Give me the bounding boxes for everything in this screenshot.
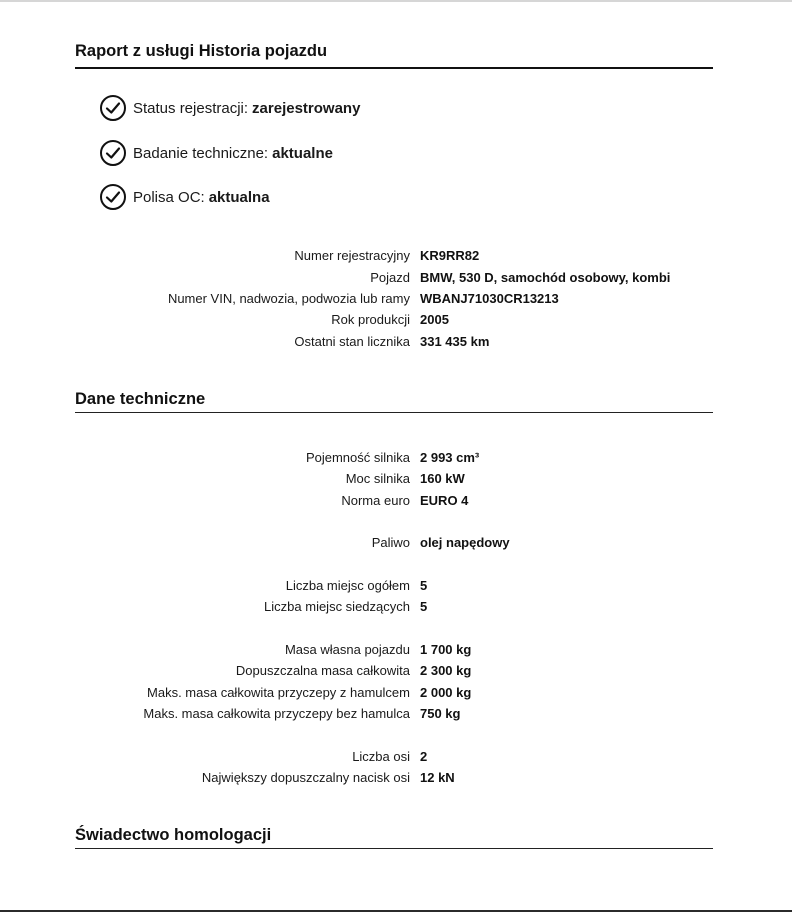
field-value: BMW, 530 D, samochód osobowy, kombi — [420, 270, 671, 285]
section-title-homologation: Świadectwo homologacji — [75, 826, 713, 849]
field-value: 5 — [420, 578, 428, 593]
field-label: Numer rejestracyjny — [294, 248, 410, 263]
field-label: Numer VIN, nadwozia, podwozia lub ramy — [167, 291, 410, 306]
field-label: Liczba osi — [352, 749, 410, 764]
field-label: Moc silnika — [345, 471, 410, 486]
tech-row — [0, 768, 792, 788]
tech-row — [0, 448, 792, 468]
field-label: Paliwo — [371, 535, 410, 550]
tech-row — [0, 533, 792, 553]
vehicle-row — [0, 310, 792, 330]
field-label: Liczba miejsc ogółem — [285, 578, 410, 593]
tech-row — [0, 640, 792, 660]
status-inspection — [99, 138, 333, 168]
field-label: Dopuszczalna masa całkowita — [235, 663, 410, 678]
field-label: Maks. masa całkowita przyczepy bez hamulca — [143, 706, 410, 721]
field-label: Największy dopuszczalny nacisk osi — [201, 770, 410, 785]
field-value: WBANJ71030CR13213 — [420, 291, 559, 306]
field-label: Ostatni stan licznika — [294, 334, 410, 349]
vehicle-row — [0, 246, 792, 266]
field-label: Pojemność silnika — [305, 450, 410, 465]
tech-row — [0, 491, 792, 511]
field-value: 2 000 kg — [420, 685, 472, 700]
tech-row — [0, 597, 792, 617]
status-registration — [99, 93, 360, 123]
vehicle-row — [0, 332, 792, 352]
report-title: Raport z usługi Historia pojazdu — [75, 42, 713, 69]
tech-row — [0, 469, 792, 489]
field-value: 1 700 kg — [420, 642, 472, 657]
field-value: 750 kg — [420, 706, 461, 721]
status-value: aktualne — [272, 144, 333, 162]
field-label: Masa własna pojazdu — [284, 642, 410, 657]
tech-row — [0, 661, 792, 681]
field-label: Liczba miejsc siedzących — [264, 599, 410, 614]
status-label: Status rejestracji: — [133, 99, 249, 117]
field-label: Norma euro — [341, 493, 410, 508]
field-label: Rok produkcji — [331, 312, 410, 327]
check-circle-icon — [99, 139, 127, 167]
field-value: olej napędowy — [420, 535, 510, 550]
field-value: 12 kN — [420, 770, 455, 785]
field-label: Maks. masa całkowita przyczepy z hamulcem — [147, 685, 410, 700]
status-label: Polisa OC: — [133, 188, 205, 206]
status-value: zarejestrowany — [252, 99, 361, 117]
status-insurance — [99, 182, 270, 212]
tech-row — [0, 704, 792, 724]
field-value: 2 — [420, 749, 428, 764]
top-divider — [0, 0, 792, 2]
field-value: KR9RR82 — [420, 248, 480, 263]
field-value: EURO 4 — [420, 493, 469, 508]
section-title-technical: Dane techniczne — [75, 390, 713, 413]
vehicle-row — [0, 268, 792, 288]
bottom-divider — [0, 910, 792, 912]
field-value: 2 300 kg — [420, 663, 472, 678]
field-value: 5 — [420, 599, 428, 614]
vehicle-row — [0, 289, 792, 309]
field-label: Pojazd — [370, 270, 410, 285]
check-circle-icon — [99, 94, 127, 122]
field-value: 160 kW — [420, 471, 465, 486]
status-value: aktualna — [208, 188, 270, 206]
tech-row — [0, 683, 792, 703]
field-value: 2005 — [420, 312, 449, 327]
tech-row — [0, 747, 792, 767]
check-circle-icon — [99, 183, 127, 211]
field-value: 331 435 km — [420, 334, 490, 349]
status-label: Badanie techniczne: — [133, 144, 269, 162]
tech-row — [0, 576, 792, 596]
field-value: 2 993 cm³ — [420, 450, 480, 465]
